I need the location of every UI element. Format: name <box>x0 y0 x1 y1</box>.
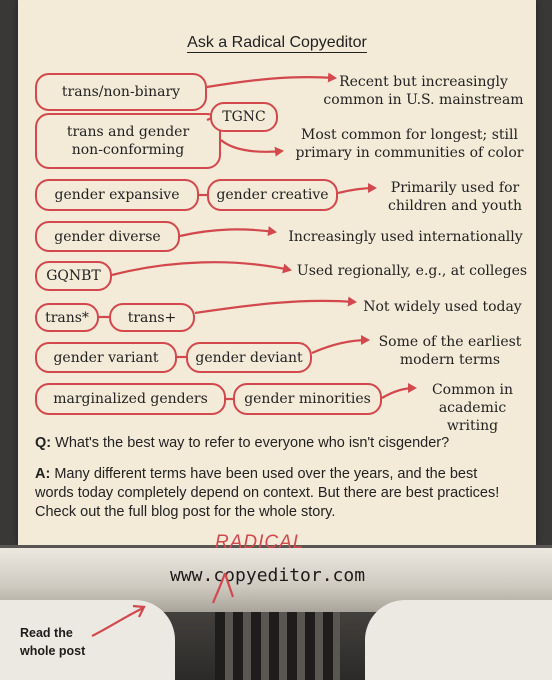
term-gender-diverse: gender diverse <box>35 221 180 252</box>
term-gqnbt: GQNBT <box>35 261 112 291</box>
desc-row-8: Common in academic writing <box>431 382 514 434</box>
term-gender-deviant: gender deviant <box>186 342 312 373</box>
pointer-arrow-icon <box>88 600 158 645</box>
desc-row-2: Most common for longest; still primary in communities of color <box>295 127 524 161</box>
arrow-row-7 <box>312 340 368 353</box>
desc-row-1: Recent but increasingly common in U.S. mainstream <box>323 74 524 108</box>
page-title: Ask a Radical Copyeditor <box>187 34 367 51</box>
radical-handwritten: RADICAL <box>215 532 305 553</box>
answer: A: Many different terms have been used over the years, and the best words today completely depend on context. But there are best practices! Check out the full blog post for the whole story. <box>35 466 500 520</box>
desc-row-6: Not widely used today <box>363 299 522 315</box>
desc-row-5: Used regionally, e.g., at colleges <box>296 263 528 279</box>
term-gender-expansive: gender expansive <box>35 179 199 211</box>
arrow-row-8 <box>382 388 415 398</box>
desc-row-3: Primarily used for children and youth <box>388 180 522 214</box>
term-marginalized-genders: marginalized genders <box>35 383 226 415</box>
arrow-row-5 <box>112 262 290 275</box>
term-tgnc: TGNC <box>210 102 278 132</box>
term-gender-variant: gender variant <box>35 342 177 373</box>
desc-row-7: Some of the earliest modern terms <box>378 334 522 368</box>
arrow-row-4 <box>180 229 275 236</box>
question: Q: What's the best way to refer to everyone who isn't cisgender? <box>35 435 450 451</box>
read-post-callout[interactable]: Read the whole post <box>20 626 86 658</box>
right-paper-guide <box>365 600 552 680</box>
arrow-row-2 <box>221 140 282 152</box>
desc-row-4: Increasingly used internationally <box>288 229 523 245</box>
arrow-row-6 <box>195 301 355 313</box>
arrow-row-3 <box>338 188 375 193</box>
blog-url[interactable]: www.copyeditor.com <box>170 565 366 586</box>
caret-mark-icon <box>195 555 255 610</box>
term-gender-creative: gender creative <box>207 179 338 211</box>
term-trans-and-gender-non-conforming: trans and gender non-conforming <box>35 113 221 169</box>
typewriter-type-bars <box>215 612 340 680</box>
term-trans-plus: trans+ <box>109 303 195 332</box>
term-trans-asterisk: trans* <box>35 303 99 332</box>
term-trans-non-binary: trans/non-binary <box>35 73 207 111</box>
term-gender-minorities: gender minorities <box>233 383 382 415</box>
